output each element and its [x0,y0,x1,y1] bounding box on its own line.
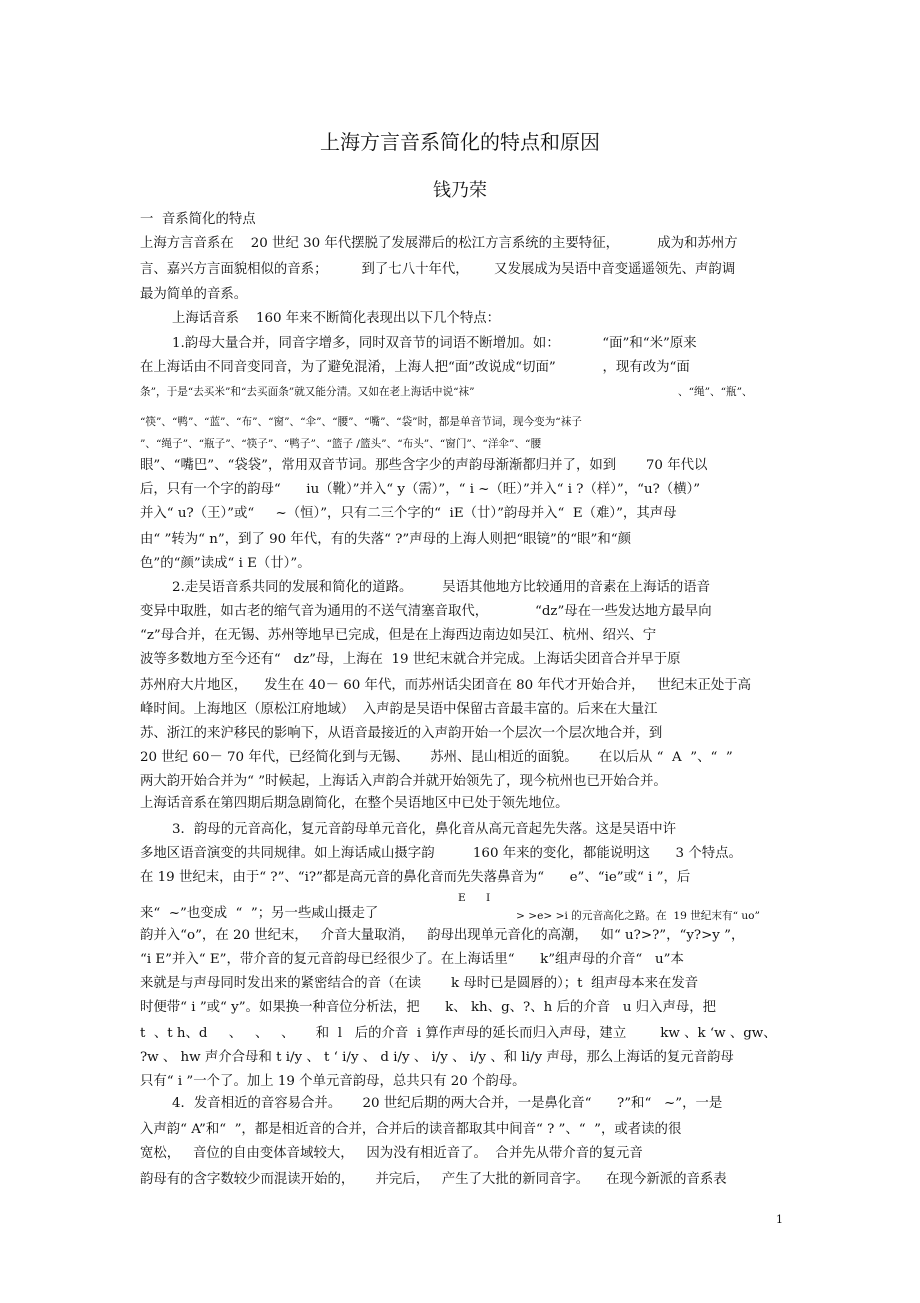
text-line: 、“绳”、“瓶”、 [678,386,753,398]
text-line: 由“ ”转为“ n”，到了 90 年代，有的失落“ ?”声母的上海人则把“眼镜”的“眼”和“颜 [140,532,631,547]
page-number: 1 [776,1213,783,1226]
text-line: 来“ ~”也变成 “ ”；另一些咸山摄走了 [140,906,379,921]
text-line: t 、t h、d 、 、 、 和 l 后的介音 i 算作声母的延长而归入声母，建立 kw 、k ‘w 、gw、 [140,1026,777,1041]
text-line: 韵母有的含字数较少而混读开始的， 并完后， 产生了大批的新同音字。 在现今新派的音系表 [140,1172,727,1187]
text-line: “z”母合并，在无锡、苏州等地早已完成，但是在上海西边南边如吴江、杭州、绍兴、宁 [140,628,657,643]
text-line: 只有“ i ”一个了。加上 19 个单元音韵母，总共只有 20 个韵母。 [140,1074,526,1089]
text-line: 色”的“颜”读成“ i E（廿）”。 [140,556,311,571]
text-line: E I [458,892,491,904]
text-line: 并入“ u?（王）”或“ ~（恒）”，只有二三个字的“ iE（廿）”韵母并入“ E（难）”，其声母 [140,506,677,521]
text-line: 2.走吴语音系共同的发展和简化的道路。 吴语其他地方比较通用的音素在上海话的语音 [172,580,711,595]
text-line: 一 音系简化的特点 [140,212,256,227]
text-line: 在上海话由不同音变同音，为了避免混淆，上海人把“面”改说成“切面” ，现有改为“面 [140,360,690,375]
document-title: 上海方言音系简化的特点和原因 [320,130,600,154]
text-line: 最为简单的音系。 [140,287,248,302]
text-line: 宽松， 音位的自由变体音域较大， 因为没有相近音了。 合并先从带介音的复元音 [140,1146,643,1161]
document-author: 钱乃荣 [433,180,487,201]
text-line: “i E”并入“ E”，带介音的复元音韵母已经很少了。在上海话里“ k”组声母的介音“ u”本 [140,952,684,967]
text-line: 在 19 世纪末，由于“ ?”、“i?”都是高元音的鼻化音而先失落鼻音为“ e”、“ie”或“ i ”，后 [140,870,691,885]
text-line: 波等多数地方至今还有“ dz”母，上海在 19 世纪末就合并完成。上海话尖团音合并早于原 [140,652,681,667]
text-line: 苏、浙江的来沪移民的影响下，从语音最接近的入声韵开始一个层次一个层次地合并，到 [140,726,663,741]
text-line: “筷”、“鸭”、“蓝”、“布”、“窗”、“伞”、“腰”、“嘴”、“袋”时，都是单音节词，现今变为“袜子 [140,416,582,428]
text-line: 条”，于是“去买米”和“去买面条”就又能分清。又如在老上海话中说“袜” [140,386,475,398]
text-line: 上海方言音系在 20 世纪 30 年代摆脱了发展滞后的松江方言系统的主要特征， 成为和苏州方 [140,236,738,251]
text-line: 3．韵母的元音高化，复元音韵母单元音化，鼻化音从高元音起先失落。这是吴语中许 [172,822,676,837]
text-line: 来就是与声母同时发出来的紧密结合的音（在读 k 母时已是圆唇的）；t 组声母本来在发音 [140,976,699,991]
text-line: ”、“绳子”、“瓶子”、“筷子”、“鸭子”、“篮子 /篮头”、“布头”、“窗门”、“洋伞”、“腰 [140,438,542,450]
text-line: > >e> >i 的元音高化之路。在 19 世纪末有“ uo” [516,910,760,922]
text-line: 上海话音系在第四期后期急剧简化，在整个吴语地区中已处于领先地位。 [140,796,569,811]
text-line: 两大韵开始合并为“ ”时候起，上海话入声韵合并就开始领先了，现今杭州也已开始合并。 [140,774,667,789]
text-line: 1.韵母大量合并，同音字增多，同时双音节的词语不断增加。如： “面”和“米”原来 [172,336,697,351]
text-line: 4．发音相近的音容易合并。 20 世纪后期的两大合并，一是鼻化音“ ?”和“ ~”，一是 [172,1096,723,1111]
text-line: 20 世纪 60－ 70 年代，已经简化到与无锡、 苏州、昆山相近的面貌。 在以后从 “ A ”、“ ” [140,750,733,765]
text-line: 变异中取胜，如古老的缩气音为通用的不送气清塞音取代， “dz”母在一些发达地方最早向 [140,604,712,619]
text-line: 苏州府大片地区， 发生在 40－ 60 年代，而苏州话尖团音在 80 年代才开始合并， 世纪末正处于高 [140,678,752,693]
text-line: 时便带“ i ”或“ y”。如果换一种音位分析法，把 k、 kh、g、?、h 后的介音 u 归入声母，把 [140,1000,717,1015]
text-line: 后，只有一个字的韵母“ iu（靴）”并入“ y（需）”，“ i ~（旺）”并入“ i ?（样）”，“u?（横）” [140,482,701,497]
text-line: ?w 、 hw 声介合母和 t i/y 、 t ‘ i/y 、 d i/y 、 i/y 、 i/y 、和 li/y 声母，那么上海话的复元音韵母 [140,1050,734,1065]
text-line: 峰时间。上海地区（原松江府地域） 入声韵是吴语中保留古音最丰富的。后来在大量江 [140,702,658,717]
text-line: 韵并入“o”，在 20 世纪末， 介音大量取消， 韵母出现单元音化的高潮， 如“ u?>?”，“y?>y ”， [140,928,745,943]
text-line: 入声韵“ A”和“ ”，都是相近音的合并，合并后的读音都取其中间音“ ? ”、“ ”，或者读的很 [140,1122,682,1137]
text-line: 言、嘉兴方言面貌相似的音系； 到了七八十年代， 又发展成为吴语中音变遥遥领先、声韵调 [140,262,736,277]
text-line: 上海话音系 160 年来不断简化表现出以下几个特点： [172,311,501,326]
text-line: 多地区语音演变的共同规律。如上海话咸山摄字韵 160 年来的变化，都能说明这 3 个特点。 [140,846,742,861]
text-line: 眼”、“嘴巴”、“袋袋”，常用双音节词。那些含字少的声韵母渐渐都归并了，如到 70 年代以 [140,458,708,473]
